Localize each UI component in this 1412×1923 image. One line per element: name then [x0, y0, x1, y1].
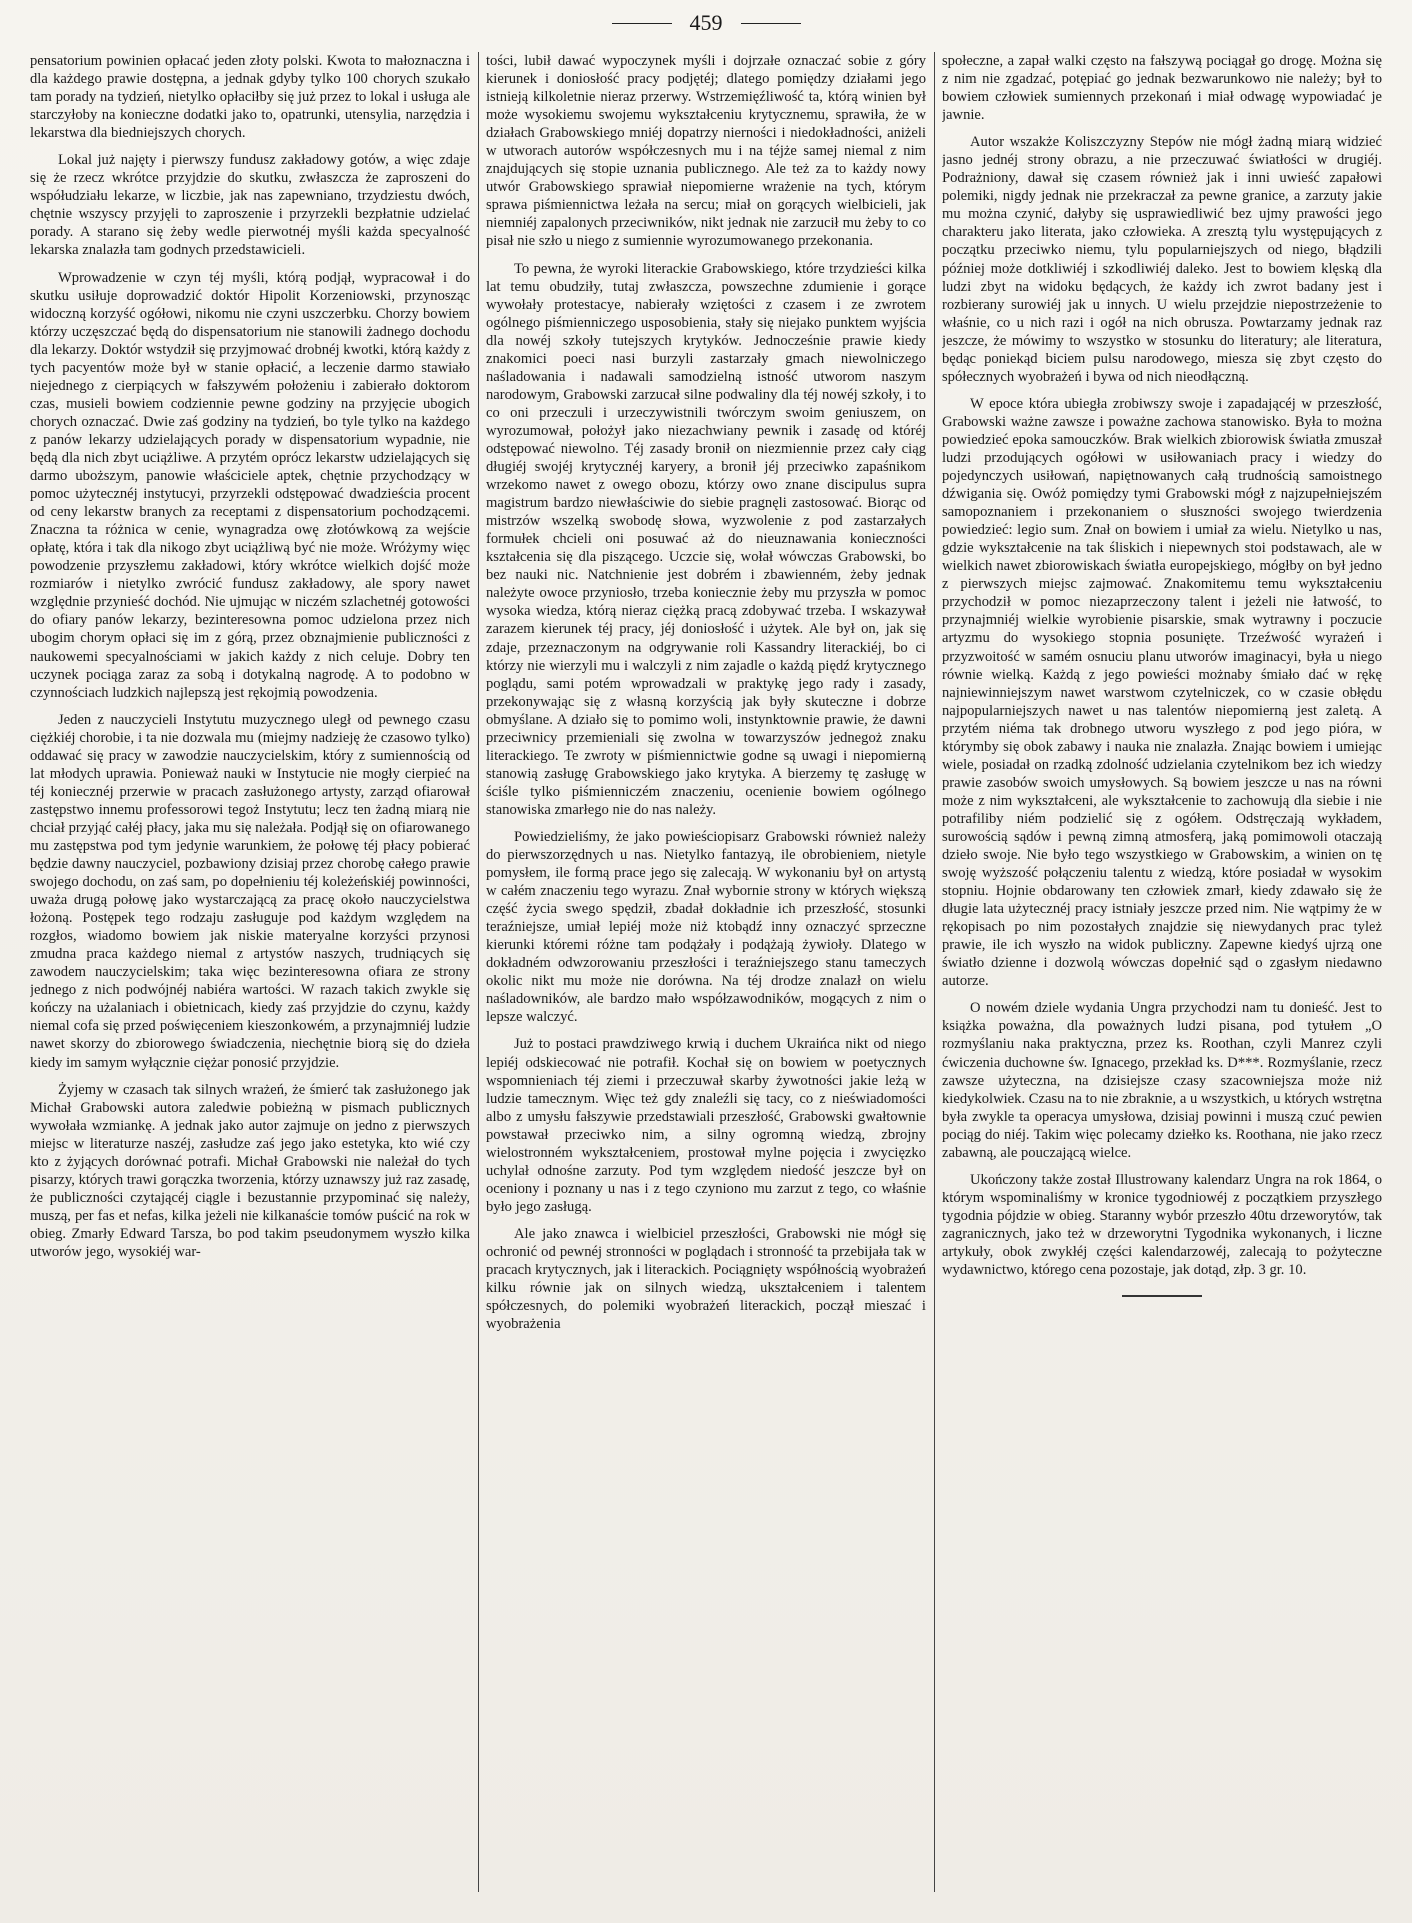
paragraph: W epoce która ubiegła zrobiwszy swoje i zapadającéj w przeszłość, Grabowski ważne zawsze i poważne zachowa stanowisko. Była to można powiedzieć epoka samouczków. Brak wielkich zbiorowisk światła zmuszał ludzi przodujących ogółowi w usiłowaniach pracy i wiedzy do pojedynczych usiłowań, napiętnowanych całą trudnością samoistnego dźwigania się. Owóż pomiędzy tymi Grabowski mógł z najzupełniejszém samopoznaniem i przekonaniem o słuszności swojego twierdzenia powiedzieć: legio sum. Znał on bowiem i umiał za wielu. Nietylko u nas, gdzie wykształcenie na tak śliskich i niepewnych stoi podstawach, ale w wielkich nawet zbiorowiskach światła europejskiego, mógłby on był jedno z pierwszych miejsc zajmować. Znakomitemu temu wykształceniu przychodził w pomoc niezaprzeczony talent i jeżeli nie łatwość, to przynajmniéj wielkie wyrobienie pisarskie, smak wytrawny i poczucie artyzmu do wysokiego stopnia posunięte. Trzeźwość wyrażeń i przyzwoitość w samém osnuciu planu utworów imaginacyi, była u niego równie wielką. Każdą z jego powieści możnaby śmiało dać w rękę najniewinniejszym nawet warstwom czytelniczek, co w czasie obłędu najpopularniejszych nawet u nas talentów niepomierną jest zaletą. A przytém niéma tak drobnego utworu wyszłego z pod jego pióra, w którymby się obok zabawy i nauka nie znalazła. Znając bowiem i umiejąc wiele, posiadał on rzadką zdolność udzielania czytelnikom bez ich wiedzy prawie zasobów swoich umysłowych. Są bowiem jeszcze u nas na równi może z nim wykształceni, ale wykształcenie to zachowują dla siebie i nie potrafiliby niém podzielić się z ogółem. Odstręczają wykładem, surowością sądów i pewną zimną atmosferą, jaką pomimowoli otaczają dzieło swoje. Nie było tego wszystkiego w Grabowskim, a winien on tę swoję wyższość połączeniu talentu z wiedzą, które posiadał w wysokim stopniu. Hojnie obdarowany ten człowiek zmarł, kiedy zdawało się że długie lata użytecznéj pracy istniały jeszcze przed nim. Nie wątpimy że w rękopisach po nim pozostałych znajdzie się niewydanych prac tyleż prawie, ile ich wyszło na widok publiczny. Zapewne kiedyś ujrzą one światło dzienne i dozwolą wówczas dopełnić sąd o zgasłym niedawno autorze.: [942, 395, 1382, 990]
text-columns: [30, 52, 1382, 1892]
paragraph: tości, lubił dawać wypoczynek myśli i dojrzałe oznaczać sobie z góry kierunek i doniosłość pracy podjętéj; dlatego pomiędzy działami jego istnieją kilkoletnie nieraz przerwy. Wstrzemięźliwość ta, którą winien był może wysokiemu swojemu wykształceniu krytycznemu, sprawiła, że w działach Grabowskiego mniéj dopatrzy nierności i niedokładności, aniżeli w utworach autorów współczesnych mu i na téjże samej niemal z nim znajdujących się stopie uznania publicznego. Ale też za to każdy nowy utwór Grabowskiego sprawiał niepomierne wrażenie na tych, którym sprawa piśmiennictwa leżała na sercu; miał on gorących wielbicieli, jak niemniéj zapalonych przeciwników, nikt jednak nie zarzucił mu żeby to co pisał nie szło u niego z sumiennie wyrozumowanego przekonania.: [486, 53, 926, 250]
paragraph: Autor wszakże Koliszczyzny Stepów nie mógł żadną miarą widzieć jasno jednéj strony obrazu, a nie przeczuwać światłości w drugiéj. Podrażniony, dawał się czasem również jak i inni uwieść zapałowi polemiki, nigdy jednak nie przekraczał za pewne granice, a zarzuty jakie mu można czynić, dałyby się usprawiedliwić bez ujmy prawości jego charakteru jako literata, jako człowieka. A zresztą tylu występujących z początku przeciwko niemu, tylu popularniejszych od niego, błądzili później może dotkliwiéj i szkodliwiéj daleko. Jest to bowiem klęską dla ludzi zbyt na widoku będących, że każdy ich zwrot badany jest i rozbierany surowiéj jak u innych. U wielu przejdzie niepostrzeżenie to właśnie, co u nich razi i ogół na nich obrusza. Powtarzamy jednak raz jeszcze, że mówimy to wszystko w stosunku do literatury; ale literatura, będąc poniekąd biciem pulsu narodowego, miesza się zbyt często do spółecznych wyobrażeń i bywa od nich nieodłączną.: [942, 134, 1382, 385]
page-header: [0, 10, 1412, 42]
paragraph: Lokal już najęty i pierwszy fundusz zakładowy gotów, a więc zdaje się że rzecz wkrótce przyjdzie do skutku, zwłaszcza że zaproszeni do współudziału lekarze, w liczbie, jak nas zapewniano, trzydziestu dwóch, chętnie wszyscy przyjęli to zaproszenie i przyrzekli bezpłatnie udzielać porady. A starano się żeby wedle pierwotnéj myśli każda specyalność lekarska znalazła tam godnych przedstawicieli.: [30, 152, 470, 259]
paragraph: społeczne, a zapał walki często na fałszywą pociągał go drogę. Można się z nim nie zgadzać, potępiać go jednak bezwarunkowo nie należy; był to bowiem człowiek sumiennych przekonań i miał odwagę wypowiadać je jawnie.: [942, 53, 1382, 124]
header-rule-left: [612, 23, 672, 24]
header-rule-right: [741, 23, 801, 24]
paragraph: Ukończony także został Illustrowany kalendarz Ungra na rok 1864, o którym wspominaliśmy w kronice tygodniowéj z początkiem przyszłego tygodnia pójdzie w obieg. Staranny wybór przeszło 40tu drzeworytów, tak zagranicznych, jako też w drzeworytni Tygodnika wykonanych, i liczne artykuły, obok zwykłéj części kalendarzowéj, zalecają to pożyteczne wydawnictwo, którego cena pozostaje, jak dotąd, złp. 3 gr. 10.: [942, 1171, 1382, 1279]
paragraph: Już to postaci prawdziwego krwią i duchem Ukraińca nikt od niego lepiéj odskiecować nie potrafił. Kochał się on bowiem w poetycznych wspomnieniach téj ziemi i przeczuwał skarby żywotności jakie leżą w ludzie tamecznym. Więc też gdy znaleźli się tacy, co z nieświadomości albo z umysłu fałszywie przedstawiali przeszłość, Grabowski gwałtownie powstawał przeciwko nim, a silny ogromną wiedzą, zbrojny wielostronném wykształceniem, prostował mylne pojęcia i zwycięzko uchylał odnośne zarzuty. Pod tym względem niedość jeszcze był on oceniony i poznany u nas i z tego czyniono mu zarzut z tego, co właśnie było jego zasługą.: [486, 1036, 926, 1215]
column-divider: [478, 52, 479, 1892]
column-divider: [934, 52, 935, 1892]
paragraph: Wprowadzenie w czyn téj myśli, którą podjął, wypracował i do skutku usiłuje doprowadzić doktór Hipolit Korzeniowski, przynosząc widoczną korzyść ogółowi, nikomu nie czyni uszczerbku. Chorzy bowiem którzy uczęszczać będą do dispensatorium nie stanowili żadnego dochodu dla lekarzy. Doktór wstydził się przyjmować drobnéj kwotki, którą każdy z tych pacyentów może był w stanie opłacić, a leczenie darmo stawiało niejednego z cierpiących w fałszywém położeniu i zabierało doktorom czas, musieli bowiem codziennie pewne godziny na przyjęcie ubogich chorych oznaczać. Dwie zaś godziny na tydzień, bo tyle tylko na każdego z panów lekarzy udzielających porady w dispensatorium wypadnie, nie będą dla nich zbyt uciążliwe. A przytém oprócz lekarstw udzielających się darmo uboższym, panowie właściciele aptek, chętnie przychodzący w pomoc użytecznéj instytucyi, przyrzekli odstępować dwadzieścia procent od ceny lekarstw branych za receptami z dispensatorium pochodzącemi. Znaczna ta różnica w cenie, wynagradza owę złotówkową za wejście opłatę, która i tak dla nikogo zbyt uciążliwą być nie może. Wróżymy więc powodzenie przyszłemu zakładowi, który wkrótce wielkich dojść może rozmiarów i nietylko zwrócić fundusz zakładowy, ale spory nawet względnie przynieść dochód. Nie ujmując w niczém szlachetnéj gotowości do ofiary panów lekarzy, bezinteresowna pomoc udzielona przez nich ubogim chorym opłaci się im z górą, przez obznajmienie publiczności z naukowemi specyalnościami w jakich każdy z nich celuje. Dobry ten uczynek pociąga zaraz za sobą i dotykalną nagrodę. A to podobno w czynnościach ludzkich najlepszą jest rękojmią powodzenia.: [30, 269, 470, 701]
paragraph: Ale jako znawca i wielbiciel przeszłości, Grabowski nie mógł się ochronić od pewnéj stronności w poglądach i stronność ta przebijała tak w pracach krytycznych, jak i literackich. Pociągnięty współnością wyobrażeń kilku równie jak on silnych wiedzą, ukształceniem i talentem spółczesnych, do polemiki wyobrażeń literackich, począł mieszać i wyobrażenia: [486, 1225, 926, 1333]
end-rule: [1122, 1295, 1202, 1297]
paragraph: Jeden z nauczycieli Instytutu muzycznego uległ od pewnego czasu ciężkiéj chorobie, i ta nie dozwala mu (miejmy nadzieję że czasowo tylko) oddawać się pracy w zawodzie nauczycielskim, który z sumiennością od lat młodych uprawia. Ponieważ nauki w Instytucie nie mogły cierpieć na téj koniecznéj przerwie w pracach zasłużonego artysty, zarząd ofiarował zastępstwo innemu professorowi tegoż Instytutu; lecz ten żadną miarą nie chciał przyjąć całéj płacy, jaka mu się należała. Podjął się on ofiarowanego mu zastępstwa pod tym jedynie warunkiem, że połowę téj płacy pobierać będzie dawny nauczyciel, pozbawiony dzisiaj przez chorobę całego prawie swojego dochodu, on zaś sam, po dopełnieniu téj koleżeńskiéj powinności, uważa drugą połowę jako wystarczającą za pracę około nauczycielstwa łożoną. Postępek tego rodzaju zasługuje pod każdym względem na rozgłos, wiadomo bowiem jak niskie materyalne korzyści przynosi zmudna praca każdego niemal z artystów naszych, trudniących się zawodem nauczycielskim; taka więc bezinteresowna ofiara ze strony jednego z nich podwójnéj nabiéra wartości. W razach takich zwykle się kończy na użalaniach i obietnicach, kiedy zaś przyjdzie do czynu, każdy niemal cofa się przed poświęceniem kieszonkowém, a przynajmniéj ludzie nawet skorzy do zbiorowego świadczenia, niechętnie biorą się do dzieła kiedy im samym wyłącznie ciężar ponosić przyjdzie.: [30, 711, 470, 1071]
page-number: 459: [689, 10, 723, 35]
column-3: [942, 52, 1382, 1892]
paragraph: Powiedzieliśmy, że jako powieściopisarz Grabowski również należy do pierwszorzędnych u nas. Nietylko fantazyą, ile obrobieniem, nietyle pomysłem, ile formą prace jego się zalecają. W wykonaniu był on artystą w całém znaczeniu tego wyrazu. Znał wybornie strony w których większą część życia swego spędził, zbadał dokładnie ich przeszłość, stosunki teraźniejsze, umiał lepiéj może niż ktobądź inny oznaczyć sprzeczne kierunki któremi różne tam podążały i podążają żywioły. Dlatego w dokładném odwzorowaniu przeszłości i teraźniejszego stanu tameczych okolic nikt mu może nie dorówna. Na téj drodze znalazł on wielu naśladowników, ale bardzo mało współzawodników, mogących z nim o lepsze walczyć.: [486, 828, 926, 1026]
paragraph: To pewna, że wyroki literackie Grabowskiego, które trzydzieści kilka lat temu obudziły, tutaj zwłaszcza, powszechne zdumienie i gorące wywołały protestacye, nabierały wziętości z czasem i ze zwrotem ogólnego piśmienniczego usposobienia, stały się niejako punktem wyjścia dla nowéj szkoły tutejszych krytyków. Jednocześnie prawie kiedy znakomici poeci nasi burzyli zastarzały gmach niewolniczego naśladowania i nadawali samodzielną istność utworom naszym narodowym, Grabowski zarzucał silne podwaliny dla téj nowéj szkoły, i to co oni przeczuli i urzeczywistnili twórczym swoim geniuszem, on wyrozumował, położył jako niezachwiany pewnik i zasadę od któréj odstępować niewolno. Téj zasady bronił on niezmiennie przez cały ciąg długiéj swojéj krytycznéj karyery, a bronił jéj przeciwko zapaśnikom wrzekomo nawet z owego obozu, którzy owo znane discipulus supra magistrum bardzo niewłaściwie do siebie pragnęli zastosować. Biorąc od mistrzów wszelką swobodę słowa, wyzwolenie z pod zastarzałych formułek chcieli oni posuwać aż do nieuznawania konieczności kształcenia się dla piszącego. Uczcie się, wołał wówczas Grabowski, bo bez nauki nic. Natchnienie jest dobrém i zbawienném, żeby jednak należyte owoce przyniosło, trzeba koniecznie żeby mu przyszła w pomoc wysoka wiedza, którą nieraz ciężką pracą zdobywać trzeba. I wskazywał zarazem kierunek téj pracy, jéj doniosłość i użytek. Ale był on, jak się zdaje, przeznaczonym na odgrywanie roli Kassandry literackiéj, bo ci którzy nie wierzyli mu i walczyli z nim zajadle o każdą piędź krytycznego poglądu, sami potém wprowadzali w praktykę jego rady i zasady, przekonywając się z własną korzyścią jak były skuteczne i dobrze obmyślane. A działo się to pomimo woli, instynktownie prawie, że dawni przeciwnicy przemieniali się zwolna w towarzyszów jednegoż znaku literackiego. Te zwroty w piśmiennictwie godne są uwagi i niepomierną stanowią zasługę Grabowskiego jako krytyka. A bierzemy tę zasługę w ściśle tylko piśmienniczém znaczeniu, ocenienie bowiem ogólnego stanowiska zmarłego nie do nas należy.: [486, 260, 926, 818]
paragraph: Żyjemy w czasach tak silnych wrażeń, że śmierć tak zasłużonego jak Michał Grabowski autora zaledwie pobieżną w pismach publicznych wywołała wzmiankę. A jednak jako autor zajmuje on jedno z pierwszych miejsc w literaturze naszéj, zasłudze zaś jego jako estetyka, kto wié czy kto z żyjących dorównać potrafi. Michał Grabowski nie należał do tych pisarzy, których trawi gorączka tworzenia, którzy uznawszy już raz zasadę, że publiczności czytającéj ciągle i bezustannie przypominać się należy, muszą, per fas et nefas, kilka jeżeli nie kilkanaście tomów puścić na rok w obieg. Zmarły Edward Tarsza, bo pod takim pseudonymem wyszło kilka utworów jego, wysokiéj war-: [30, 1081, 470, 1260]
paragraph: O nowém dziele wydania Ungra przychodzi nam tu donieść. Jest to książka poważna, dla poważnych ludzi pisana, pod tytułem „O rozmyślaniu naka praktyczna, przez ks. Roothan, czyli Manrez czyli ćwiczenia duchowne św. Ignacego, przekład ks. D***. Rozmyślanie, rzecz zawsze użyteczna, na dzisiejsze czasy szacowniejsza może niż kiedykolwiek. Czasu na to nie zbraknie, a u wszystkich, u których wstrętna była zwykle ta operacya umysłowa, dzisiaj powinni i muszą czuć pewien pociąg do niéj. Takim więc polecamy dziełko ks. Roothana, nie jako rzecz zabawną, ale pouczającą wielce.: [942, 1000, 1382, 1161]
column-2: [486, 52, 926, 1892]
paragraph: pensatorium powinien opłacać jeden złoty polski. Kwota to małoznaczna i dla każdego prawie dostępna, a jednak gdyby tylko 100 chorych szukało tam porady na tydzień, nietylko opłaciłby się już przez to lokal i usługa ale starczyłoby na konieczne dodatki jako to, opatrunki, utensylia, narzędzia i lekarstwa dla biedniejszych chorych.: [30, 53, 470, 142]
column-1: [30, 52, 470, 1892]
